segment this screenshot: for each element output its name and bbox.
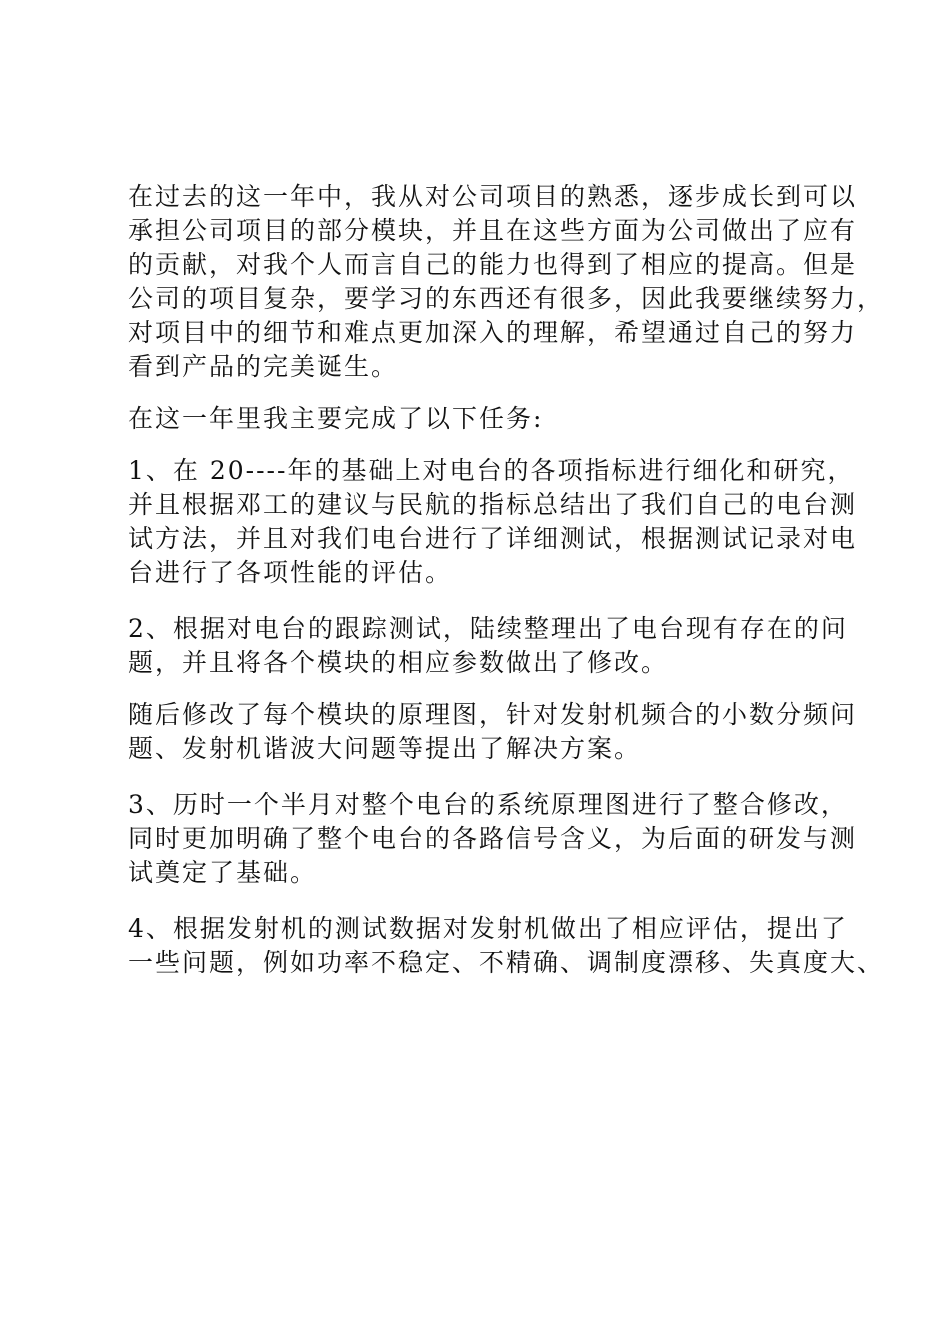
paragraph-task-1 xyxy=(128,454,858,590)
text-line: 3、历时一个半月对整个电台的系统原理图进行了整合修改， xyxy=(128,790,848,819)
text-line: 看到产品的完美诞生。 xyxy=(128,352,399,381)
text-line: 1、在 20----年的基础上对电台的各项指标进行细化和研究， xyxy=(128,456,855,485)
paragraph-task-2 xyxy=(128,612,848,680)
text-line: 题、发射机谐波大问题等提出了解决方案。 xyxy=(128,734,642,763)
document-body xyxy=(128,180,885,980)
text-line: 试方法，并且对我们电台进行了详细测试，根据测试记录对电 xyxy=(128,524,858,553)
text-line: 试奠定了基础。 xyxy=(128,858,318,887)
text-line: 2、根据对电台的跟踪测试，陆续整理出了电台现有存在的问 xyxy=(128,614,848,643)
text-line: 4、根据发射机的测试数据对发射机做出了相应评估，提出了 xyxy=(128,914,848,943)
text-line: 的贡献，对我个人而言自己的能力也得到了相应的提高。但是 xyxy=(128,250,858,279)
paragraph-intro xyxy=(128,180,885,384)
text-line: 在这一年里我主要完成了以下任务: xyxy=(128,404,544,433)
text-line: 公司的项目复杂，要学习的东西还有很多，因此我要继续努力， xyxy=(128,284,885,313)
text-line: 并且根据邓工的建议与民航的指标总结出了我们自己的电台测 xyxy=(128,490,858,519)
text-line: 题，并且将各个模块的相应参数做出了修改。 xyxy=(128,648,669,677)
text-line: 在过去的这一年中，我从对公司项目的熟悉，逐步成长到可以 xyxy=(128,182,858,211)
paragraph-task-2-cont xyxy=(128,698,858,766)
text-line: 一些问题，例如功率不稳定、不精确、调制度漂移、失真度大、 xyxy=(128,948,885,977)
paragraph-task-3 xyxy=(128,788,858,890)
text-line: 台进行了各项性能的评估。 xyxy=(128,558,453,587)
paragraph-task-4 xyxy=(128,912,885,980)
text-line: 对项目中的细节和难点更加深入的理解，希望通过自己的努力 xyxy=(128,318,858,347)
text-line: 随后修改了每个模块的原理图，针对发射机频合的小数分频问 xyxy=(128,700,858,729)
paragraph-tasks-heading xyxy=(128,402,828,436)
text-line: 承担公司项目的部分模块，并且在这些方面为公司做出了应有 xyxy=(128,216,858,245)
text-line: 同时更加明确了整个电台的各路信号含义，为后面的研发与测 xyxy=(128,824,858,853)
